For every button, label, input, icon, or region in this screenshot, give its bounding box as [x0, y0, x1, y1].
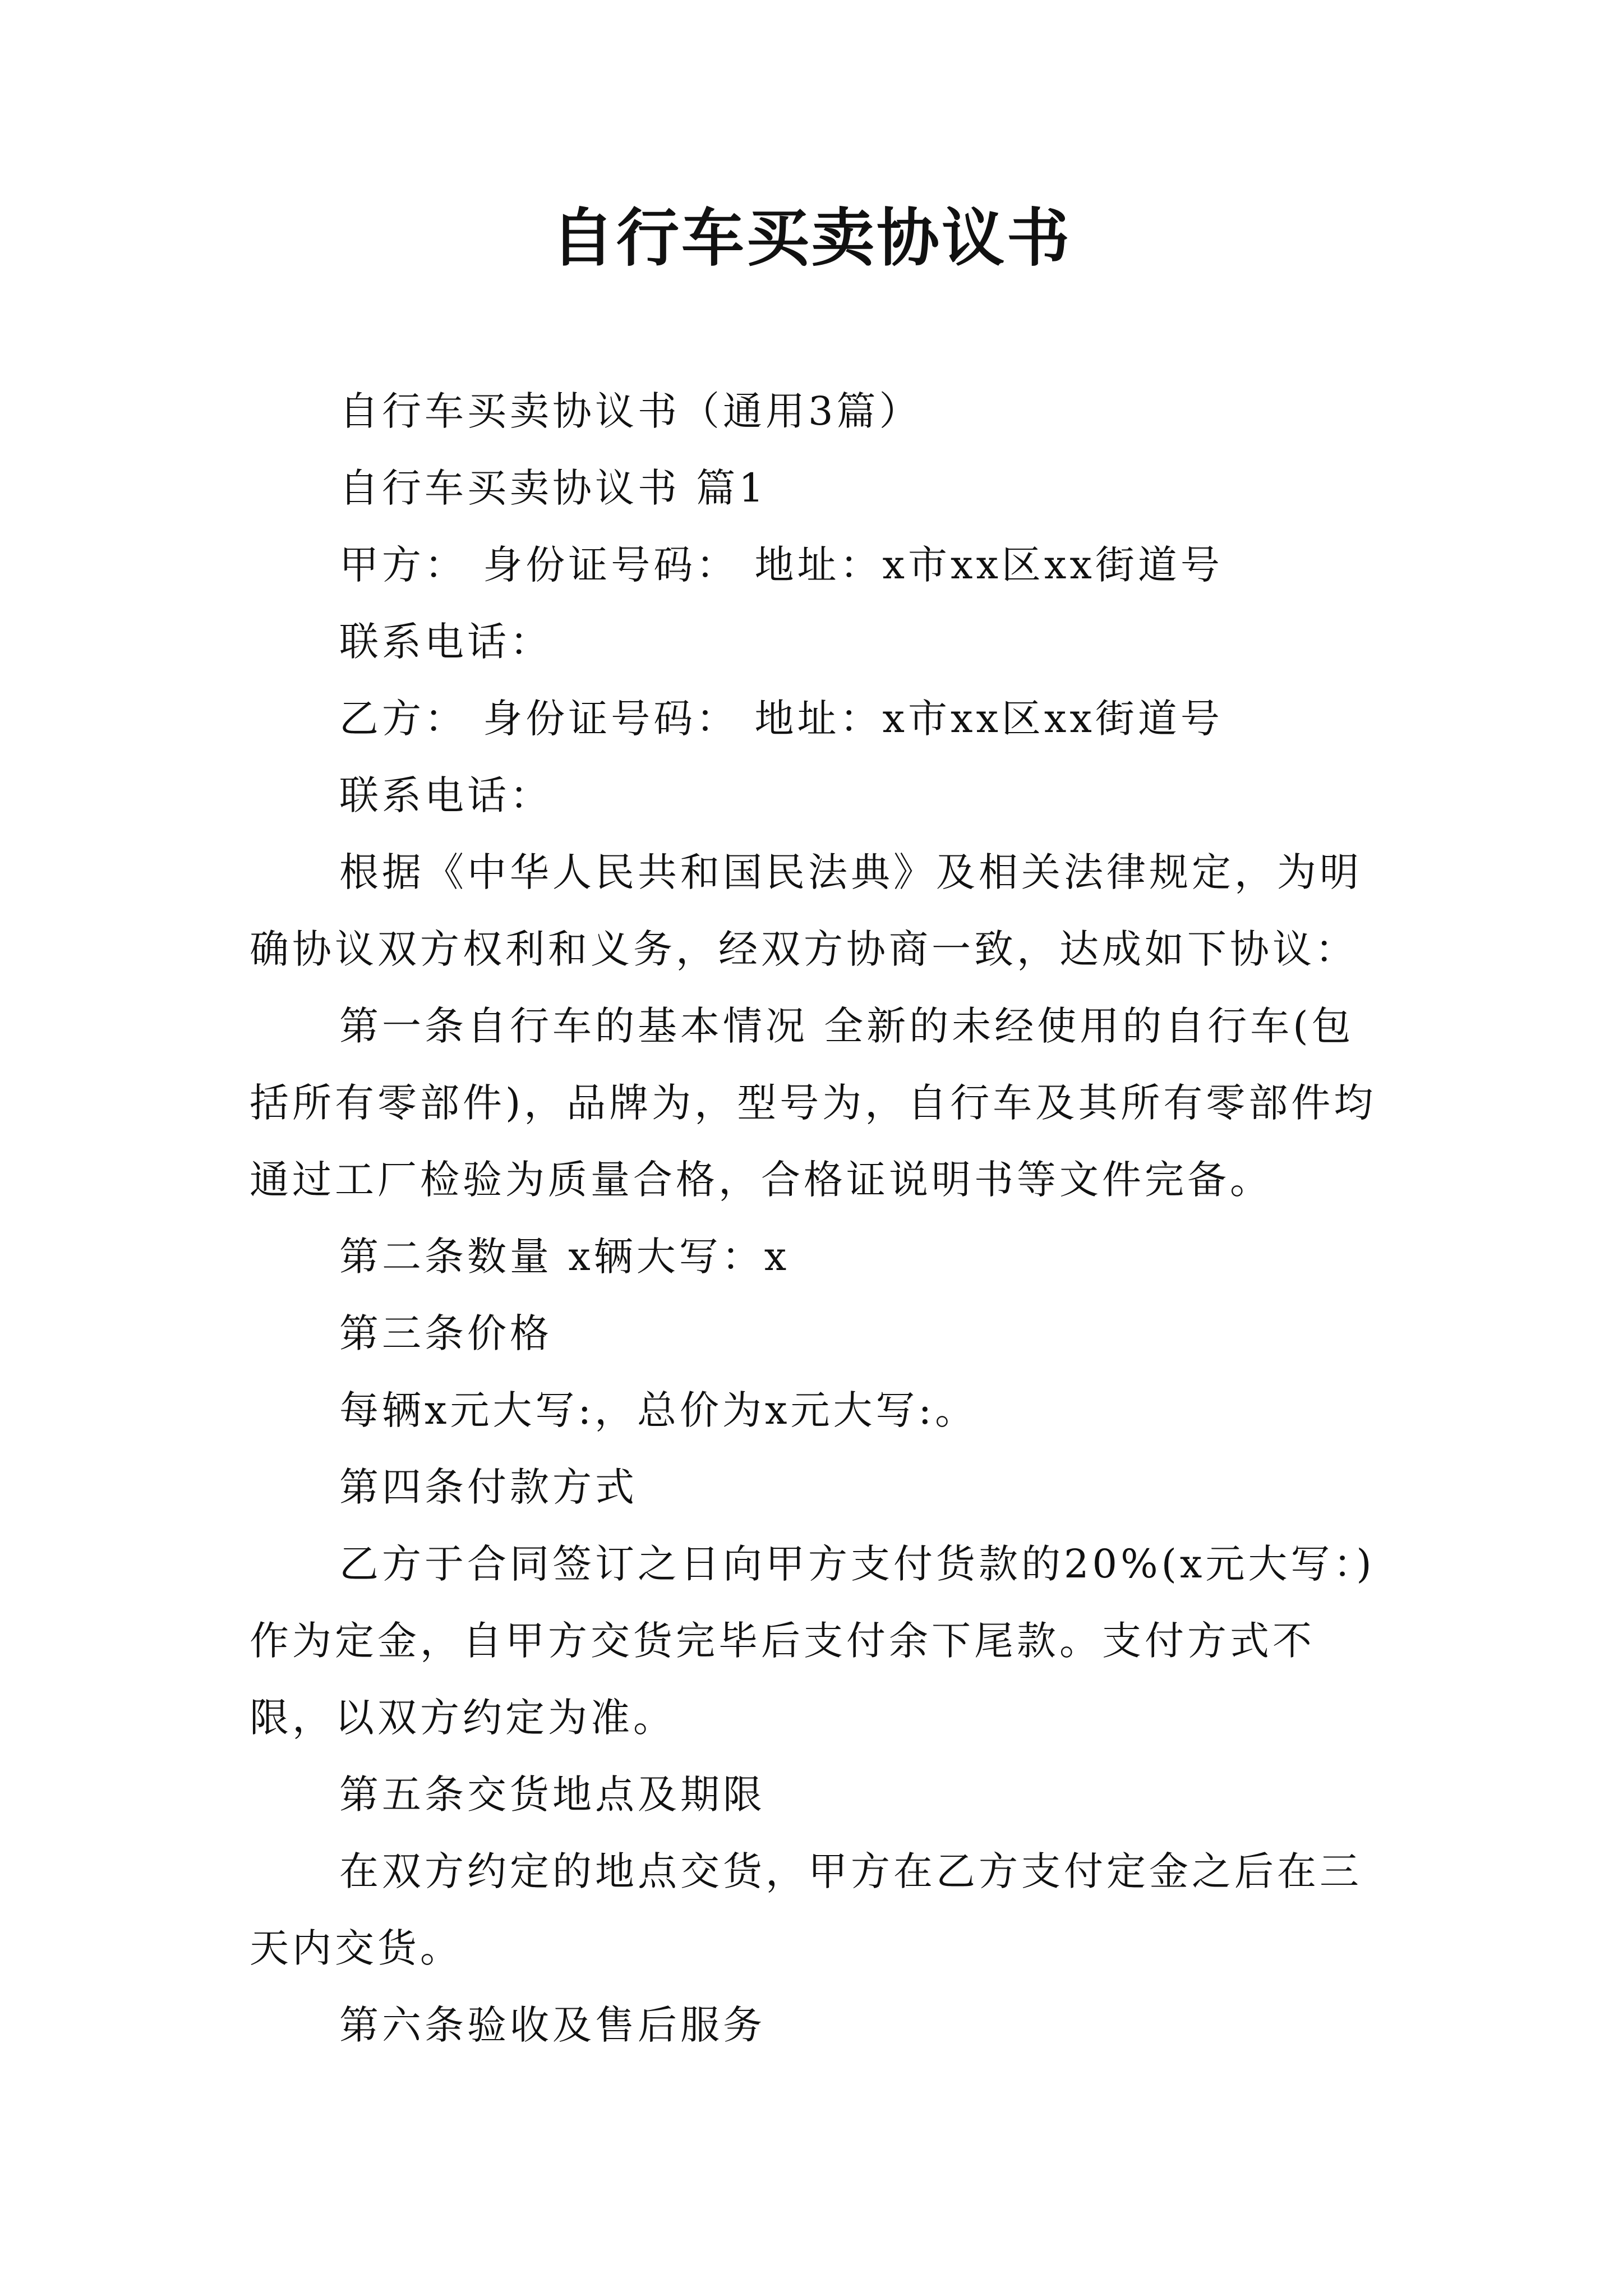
paragraph-article-1: 第一条自行车的基本情况 全新的未经使用的自行车(包括所有零部件)，品牌为，型号为，自行车及其所有零部件均通过工厂检验为质量合格，合格证说明书等文件完备。	[250, 1003, 1377, 1203]
paragraph-article-5-heading: 第五条交货地点及期限	[339, 1772, 766, 1818]
paragraph-party-b-phone: 联系电话：	[339, 772, 552, 818]
paragraph-article-6-heading: 第六条验收及售后服务	[339, 2002, 766, 2048]
paragraph-section-heading: 自行车买卖协议书 篇1	[339, 465, 767, 511]
paragraph-article-4-heading: 第四条付款方式	[339, 1464, 638, 1510]
paragraph-subtitle: 自行车买卖协议书（通用3篇）	[339, 388, 922, 434]
paragraph-article-5-body: 在双方约定的地点交货，甲方在乙方支付定金之后在三天内交货。	[250, 1848, 1362, 1971]
paragraph-party-a-phone: 联系电话：	[339, 619, 552, 665]
document-title: 自行车买卖协议书	[551, 201, 1072, 275]
paragraph-article-3-heading: 第三条价格	[339, 1310, 552, 1356]
paragraph-preamble: 根据《中华人民共和国民法典》及相关法律规定，为明确协议双方权利和义务，经双方协商一致，达成如下协议：	[250, 849, 1362, 972]
paragraph-party-b: 乙方： 身份证号码： 地址：x市xx区xx街道号	[339, 696, 1223, 742]
paragraph-party-a: 甲方： 身份证号码： 地址：x市xx区xx街道号	[339, 542, 1223, 588]
paragraph-article-2: 第二条数量 x辆大写：x	[339, 1234, 790, 1280]
paragraph-article-4-body: 乙方于合同签订之日向甲方支付货款的20%(x元大写：)作为定金，自甲方交货完毕后支付余下尾款。支付方式不限，以双方约定为准。	[250, 1541, 1375, 1741]
document-body	[250, 373, 1394, 2064]
paragraph-article-3-body: 每辆x元大写:，总价为x元大写:。	[339, 1387, 978, 1433]
